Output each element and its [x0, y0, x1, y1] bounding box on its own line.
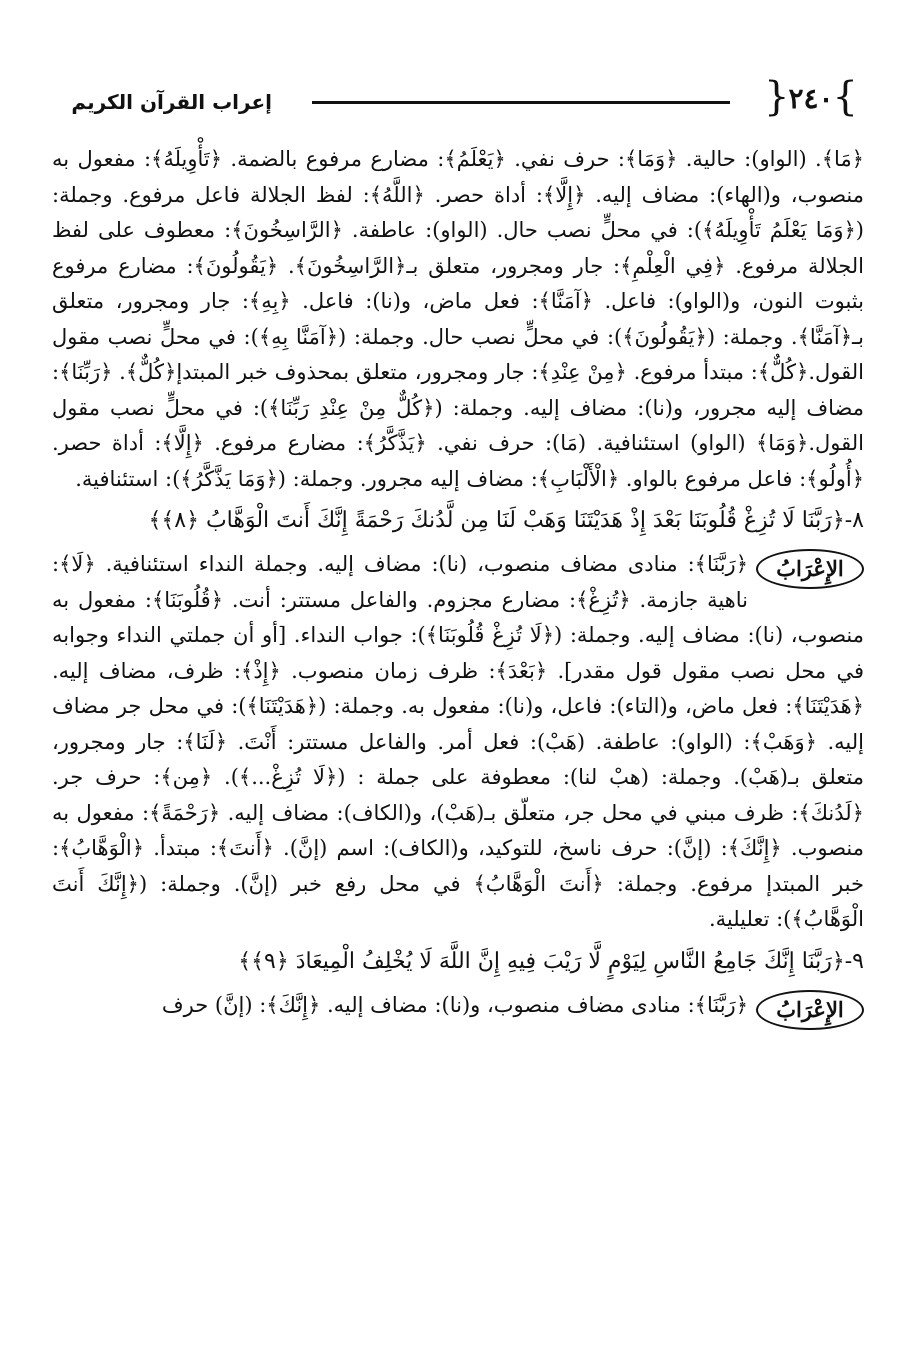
irab-badge: الإِعْرَابُ — [756, 990, 864, 1030]
irab-section-verse-9 — [52, 988, 864, 1024]
paragraph-irab-verse-9: ﴿رَبَّنَا﴾: منادى مضاف منصوب، و(نا): مضاف إليه. ﴿إِنَّكَ﴾: (إنَّ) حرف — [161, 992, 748, 1017]
irab-badge: الإِعْرَابُ — [756, 549, 864, 589]
page-header — [50, 72, 860, 132]
right-brace-ornament: { — [832, 74, 858, 120]
header-rule — [312, 101, 730, 104]
irab-section-verse-8 — [52, 547, 864, 938]
book-title: إعراب القرآن الكريم — [71, 90, 272, 114]
left-brace-ornament: } — [764, 74, 790, 120]
paragraph-irab-verse-8: ﴿رَبَّنَا﴾: منادى مضاف منصوب، (نا): مضاف إليه. وجملة النداء استئنافية. ﴿لَا﴾: ناهية جازمة. ﴿تُزِغْ﴾: مضارع مجزوم. والفاعل مستتر: أنت. ﴿قُلُوبَنَا﴾: مفعول به منصوب، (نا): مضاف إليه. وجملة: (﴿لَا تُزِغْ قُلُوبَنَا﴾): جواب النداء. [أو أن جملتي النداء وجوابه في محل نصب مقول قول مقدر]. ﴿بَعْدَ﴾: ظرف زمان منصوب. ﴿إِذْ﴾: ظرف، مضاف إليه. ﴿هَدَيْتَنَا﴾: فعل ماض، و(التاء): فاعل، و(نا): مفعول به. وجملة: (﴿هَدَيْتَنَا﴾): في محل جر مضاف إليه. ﴿وَهَبْ﴾: (الواو): عاطفة. (هَبْ): فعل أمر. والفاعل مستتر: أَنْتَ. ﴿لَنَا﴾: جار ومجرور، متعلق بـ(هَبْ). وجملة: (هبْ لنا): معطوفة على جملة : (﴿لَا تُزِغْ...﴾). ﴿مِن﴾: حرف جر. ﴿لَدُنكَ﴾: ظرف مبني في محل جر، متعلّق بـ(هَبْ)، و(الكاف): مضاف إليه. ﴿رَحْمَةً﴾: مفعول به منصوب. ﴿إِنَّكَ﴾: (إنَّ): حرف ناسخ، للتوكيد، و(الكاف): اسم (إنَّ). ﴿أَنتَ﴾: مبتدأ. ﴿الْوَهَّابُ﴾: خبر المبتدإ مرفوع. وجملة: ﴿أَنتَ الْوَهَّابُ﴾ في محل رفع خبر (إنَّ). وجملة: (﴿إِنَّكَ أَنتَ الْوَهَّابُ﴾): تعليلية. — [52, 552, 864, 931]
paragraph-verse-7-continued: ﴿مَا﴾. (الواو): حالية. ﴿وَمَا﴾: حرف نفي. ﴿يَعْلَمُ﴾: مضارع مرفوع بالضمة. ﴿تَأْوِيلَهُ﴾: مفعول به منصوب، و(الهاء): مضاف إليه. ﴿إِلَّا﴾: أداة حصر. ﴿اللَّهُ﴾: لفظ الجلالة فاعل مرفوع. وجملة: (﴿وَمَا يَعْلَمُ تَأْوِيلَهُ﴾): في محلٍّ نصب حال. (الواو): عاطفة. ﴿الرَّاسِخُونَ﴾: معطوف على لفظ الجلالة مرفوع. ﴿فِي الْعِلْمِ﴾: جار ومجرور، متعلق بـ﴿الرَّاسِخُونَ﴾. ﴿يَقُولُونَ﴾: مضارع مرفوع بثبوت النون، و(الواو): فاعل. ﴿آمَنَّا﴾: فعل ماض، و(نا): فاعل. ﴿بِهِ﴾: جار ومجرور، متعلق بـ﴿آمَنَّا﴾. وجملة: (﴿يَقُولُونَ﴾): في محلٍّ نصب حال. وجملة: (﴿آمَنَّا بِهِ﴾): في محلٍّ نصب مقول القول.﴿كُلٌّ﴾: مبتدأ مرفوع. ﴿مِنْ عِنْدِ﴾: جار ومجرور، متعلق بمحذوف خبر المبتدإ﴿كُلٌّ﴾. ﴿رَبِّنَا﴾: مضاف إليه مجرور، و(نا): مضاف إليه. وجملة: (﴿كُلٌّ مِنْ عِنْدِ رَبِّنَا﴾): في محلٍّ نصب مقول القول.﴿وَمَا﴾ (الواو) استئنافية. (مَا): حرف نفي. ﴿يَذَّكَّرُ﴾: مضارع مرفوع. ﴿إِلَّا﴾: أداة حصر. ﴿أُولُو﴾: فاعل مرفوع بالواو. ﴿الْأَلْبَابِ﴾: مضاف إليه مجرور. وجملة: (﴿وَمَا يَذَّكَّرُ﴾): استئنافية. — [52, 147, 864, 491]
page-number-frame — [762, 72, 860, 124]
page-body — [52, 142, 864, 1030]
verse-8: ٨-﴿رَبَّنَا لَا تُزِغْ قُلُوبَنَا بَعْدَ إِذْ هَدَيْتَنَا وَهَبْ لَنَا مِن لَّدُنكَ رَحْمَةً إِنَّكَ أَنتَ الْوَهَّابُ ﴿٨﴾﴾ — [148, 508, 864, 533]
page-number: ٢٤٠ — [788, 81, 834, 115]
verse-9: ٩-﴿رَبَّنَا إِنَّكَ جَامِعُ النَّاسِ لِيَوْمٍ لَّا رَيْبَ فِيهِ إِنَّ اللَّهَ لَا يُخْلِفُ الْمِيعَادَ ﴿٩﴾﴾ — [238, 948, 864, 974]
